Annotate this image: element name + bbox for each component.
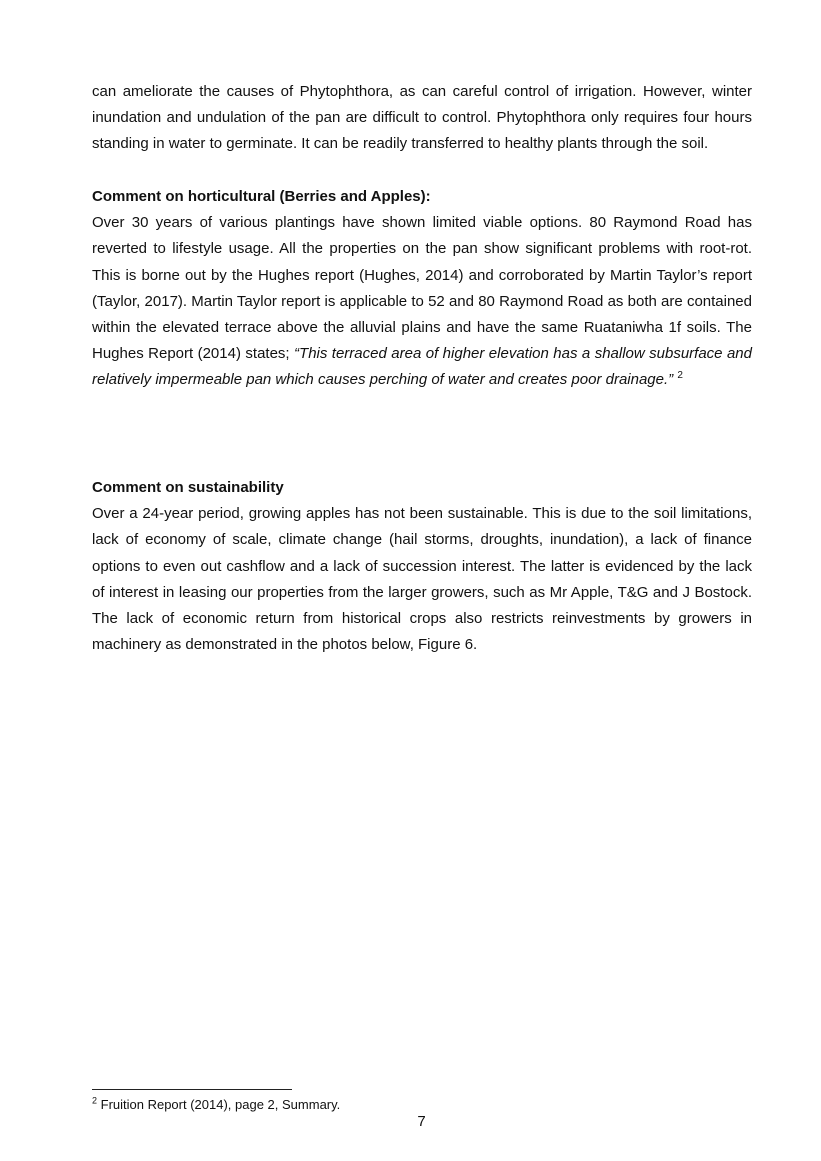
- horticultural-body: Over 30 years of various plantings have shown limited viable options. 80 Raymond Road has reverted to lifestyle usage. All the properties on the pan show significant problems with root-rot. This is borne out by the Hughes report (Hughes, 2014) and corroborated by Martin Taylor’s report (Taylor, 2017). Martin Taylor report is applicable to 52 and 80 Raymond Road as both are contained within the elevated terrace above the alluvial plains and have the same Ruataniwha 1f soils. The Hughes Report (2014) states;: [92, 214, 752, 363]
- footnote-reference[interactable]: 2: [677, 370, 683, 382]
- sustainability-section: [92, 475, 752, 658]
- sustainability-heading: Comment on sustainability: [92, 479, 284, 496]
- horticultural-section: [92, 184, 752, 394]
- footnote-text: Fruition Report (2014), page 2, Summary.: [97, 1097, 341, 1112]
- horticultural-paragraph: [92, 210, 752, 393]
- footnote-divider: [92, 1089, 292, 1090]
- footnote-number: 2: [92, 1095, 98, 1106]
- page-number: 7: [417, 1113, 426, 1130]
- horticultural-heading: Comment on horticultural (Berries and Apples):: [92, 188, 431, 205]
- intro-paragraph: can ameliorate the causes of Phytophthora, as can careful control of irrigation. However, winter inundation and undulation of the pan are difficult to control. Phytophthora only requires four hours standing in water to germinate. It can be readily transferred to healthy plants through the soil.: [92, 83, 752, 153]
- hughes-report-quote: “This terraced area of higher elevation has a shallow subsurface and relatively impermeable pan which causes perching of water and creates poor drainage.”: [92, 345, 752, 389]
- sustainability-paragraph: Over a 24-year period, growing apples has not been sustainable. This is due to the soil limitations, lack of economy of scale, climate change (hail storms, droughts, inundation), a lack of finance options to even out cashflow and a lack of succession interest. The latter is evidenced by the lack of interest in leasing our properties from the larger growers, such as Mr Apple, T&G and J Bostock. The lack of economic return from historical crops also restricts reinvestments by growers in machinery as demonstrated in the photos below, Figure 6.: [92, 505, 752, 654]
